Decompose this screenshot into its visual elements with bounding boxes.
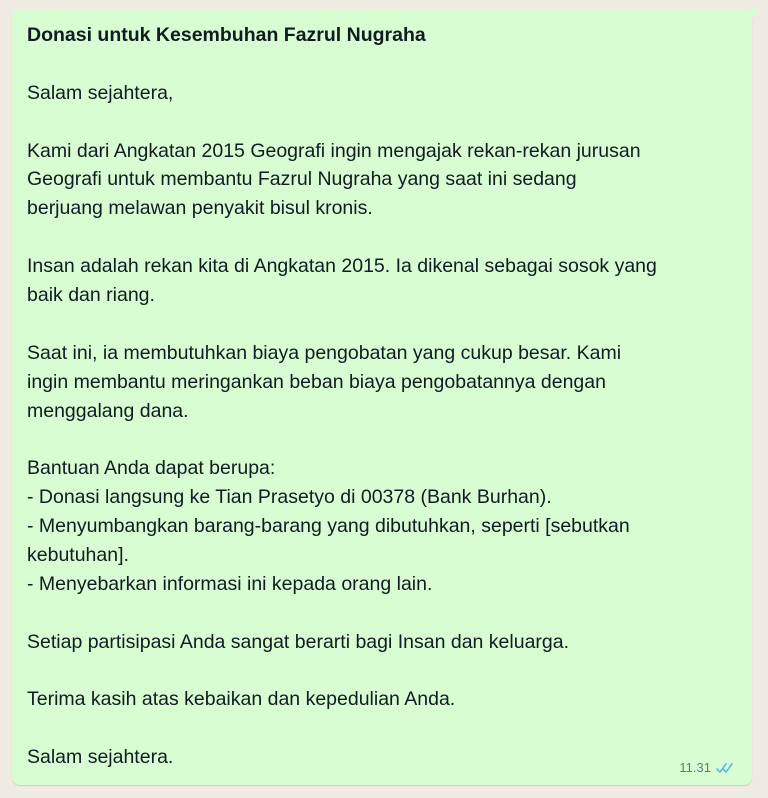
blank-line xyxy=(27,223,657,252)
message-line: Insan adalah rekan kita di Angkatan 2015. Ia dikenal sebagai sosok yang xyxy=(27,255,657,278)
message-line: Geografi untuk membantu Fazrul Nugraha yang saat ini sedang xyxy=(27,168,577,191)
message-line: Terima kasih atas kebaikan dan kepedulian Anda. xyxy=(27,688,456,711)
blank-line xyxy=(27,50,657,79)
blank-line xyxy=(27,657,657,686)
message-line: baik dan riang. xyxy=(27,284,155,307)
bubble-tail xyxy=(750,9,760,21)
message-line: - Menyumbangkan barang-barang yang dibutuhkan, seperti [sebutkan xyxy=(27,515,630,538)
blank-line xyxy=(27,310,657,339)
message-line: - Menyebarkan informasi ini kepada orang lain. xyxy=(27,572,433,595)
blank-line xyxy=(27,714,657,743)
message-text xyxy=(27,21,657,772)
blank-line xyxy=(27,425,657,454)
message-line: kebutuhan]. xyxy=(27,544,129,567)
message-line: - Donasi langsung ke Tian Prasetyo di 00378 (Bank Burhan). xyxy=(27,486,552,509)
message-line: Salam sejahtera, xyxy=(27,81,174,104)
message-line: Salam sejahtera. xyxy=(27,746,174,769)
message-line: ingin membantu meringankan beban biaya pengobatannya dengan xyxy=(27,370,606,393)
blank-line xyxy=(27,108,657,137)
message-time: 11.31 xyxy=(679,760,711,775)
message-title: Donasi untuk Kesembuhan Fazrul Nugraha xyxy=(27,24,426,46)
message-bubble[interactable] xyxy=(12,9,752,785)
message-line: Kami dari Angkatan 2015 Geografi ingin mengajak rekan-rekan jurusan xyxy=(27,139,641,162)
message-line: Setiap partisipasi Anda sangat berarti bagi Insan dan keluarga. xyxy=(27,630,570,653)
message-meta xyxy=(679,760,734,775)
blank-line xyxy=(27,599,657,628)
message-line: berjuang melawan penyakit bisul kronis. xyxy=(27,197,373,220)
double-check-read-icon xyxy=(716,762,734,774)
message-line: Bantuan Anda dapat berupa: xyxy=(27,457,276,480)
message-line: Saat ini, ia membutuhkan biaya pengobatan yang cukup besar. Kami xyxy=(27,341,622,364)
message-line: menggalang dana. xyxy=(27,399,189,422)
